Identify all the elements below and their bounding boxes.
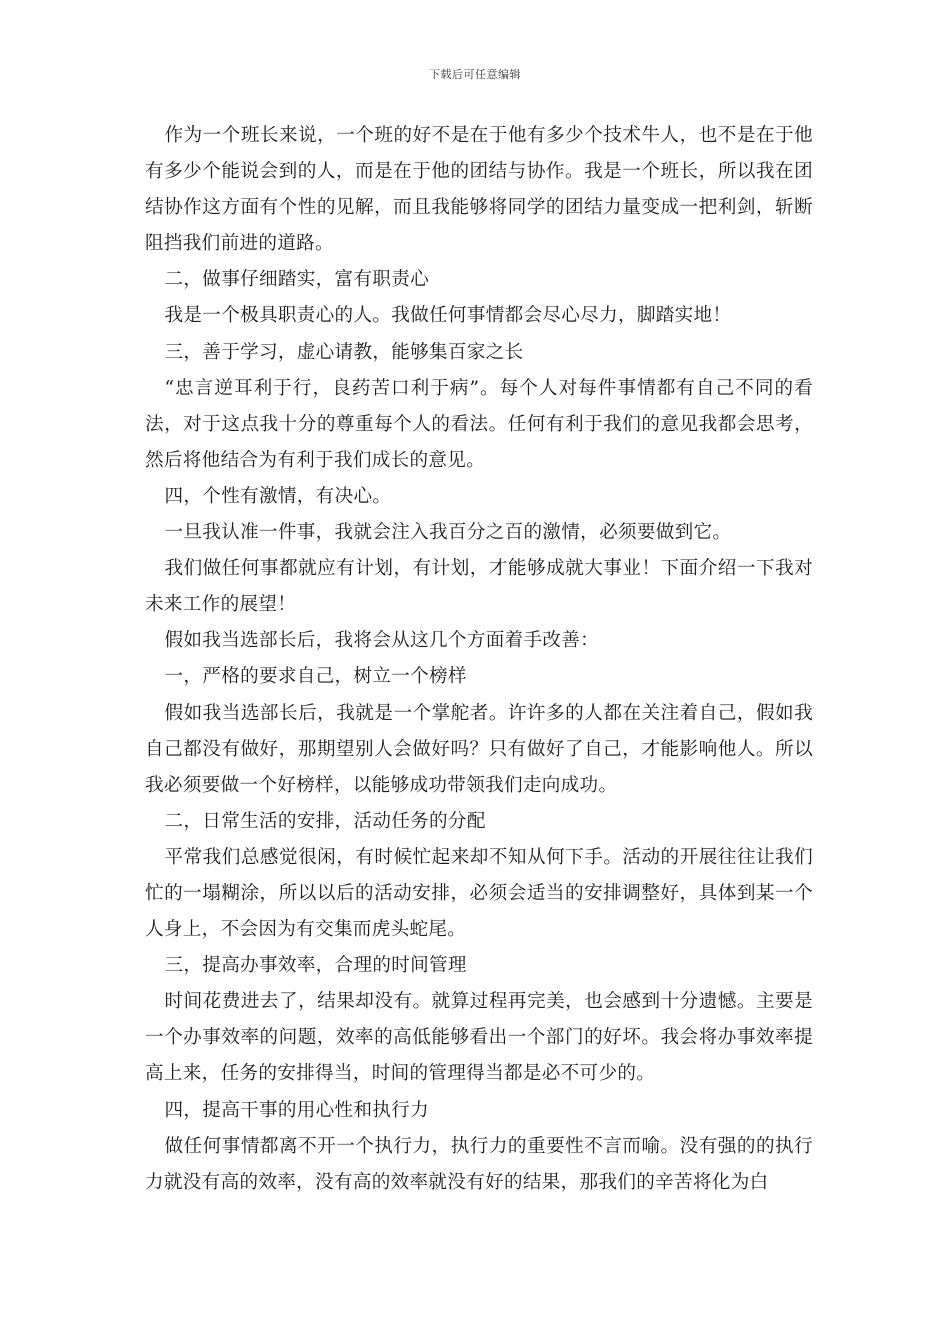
section-heading-2: 二，做事仔细踏实，富有职责心 [164, 269, 430, 291]
paragraph: 我是一个极具职责心的人。我做任何事情都会尽心尽力，脚踏实地！ [164, 305, 732, 327]
section-heading-4: 四，个性有激情，有决心。 [164, 485, 392, 507]
document-body [145, 118, 813, 1201]
paragraph-intro: 作为一个班长来说，一个班的好不是在于他有多少个技术牛人，也不是在于他有多少个能说会到的人，而是在于他的团结与协作。我是一个班长，所以我在团结协作这方面有个性的见解，而且我能够将同学的团结力量变成一把利剑，斩断阻挡我们前进的道路。 [145, 125, 813, 255]
plan-heading-3: 三，提高办事效率，合理的时间管理 [164, 955, 467, 977]
page-header: 下载后可任意编辑 [429, 68, 521, 81]
section-heading-3: 三，善于学习，虚心请教，能够集百家之长 [164, 341, 524, 363]
paragraph: 假如我当选部长后，我就是一个掌舵者。许许多的人都在关注着自己，假如我自己都没有做好，那期望别人会做好吗？只有做好了自己，才能影响他人。所以我必须要做一个好榜样，以能够成功带领我们走向成功。 [145, 702, 813, 796]
paragraph: 我们做任何事都就应有计划，有计划，才能够成就大事业！下面介绍一下我对未来工作的展望！ [145, 558, 813, 616]
plan-heading-2: 二，日常生活的安排，活动任务的分配 [164, 810, 486, 832]
paragraph: 平常我们总感觉很闲，有时候忙起来却不知从何下手。活动的开展往往让我们忙的一塌糊涂，所以以后的活动安排，必须会适当的安排调整好，具体到某一个人身上，不会因为有交集而虎头蛇尾。 [145, 846, 813, 941]
paragraph: 假如我当选部长后，我将会从这几个方面着手改善： [164, 630, 600, 652]
paragraph: 做任何事情都离不开一个执行力，执行力的重要性不言而喻。没有强的的执行力就没有高的效率，没有高的效率就没有好的结果，那我们的辛苦将化为白 [145, 1135, 813, 1193]
plan-heading-1: 一，严格的要求自己，树立一个榜样 [164, 666, 467, 688]
plan-heading-4: 四，提高干事的用心性和执行力 [164, 1099, 430, 1121]
paragraph: “忠言逆耳利于行，良药苦口利于病”。每个人对每件事情都有自己不同的看法，对于这点我十分的尊重每个人的看法。任何有利于我们的意见我都会思考，然后将他结合为有利于我们成长的意见。 [145, 377, 813, 471]
paragraph: 一旦我认准一件事，我就会注入我百分之百的激情，必须要做到它。 [164, 522, 732, 544]
paragraph: 时间花费进去了，结果却没有。就算过程再完美，也会感到十分遗憾。主要是一个办事效率的问题，效率的高低能够看出一个部门的好坏。我会将办事效率提高上来，任务的安排得当，时间的管理得当都是必不可少的。 [145, 991, 813, 1085]
